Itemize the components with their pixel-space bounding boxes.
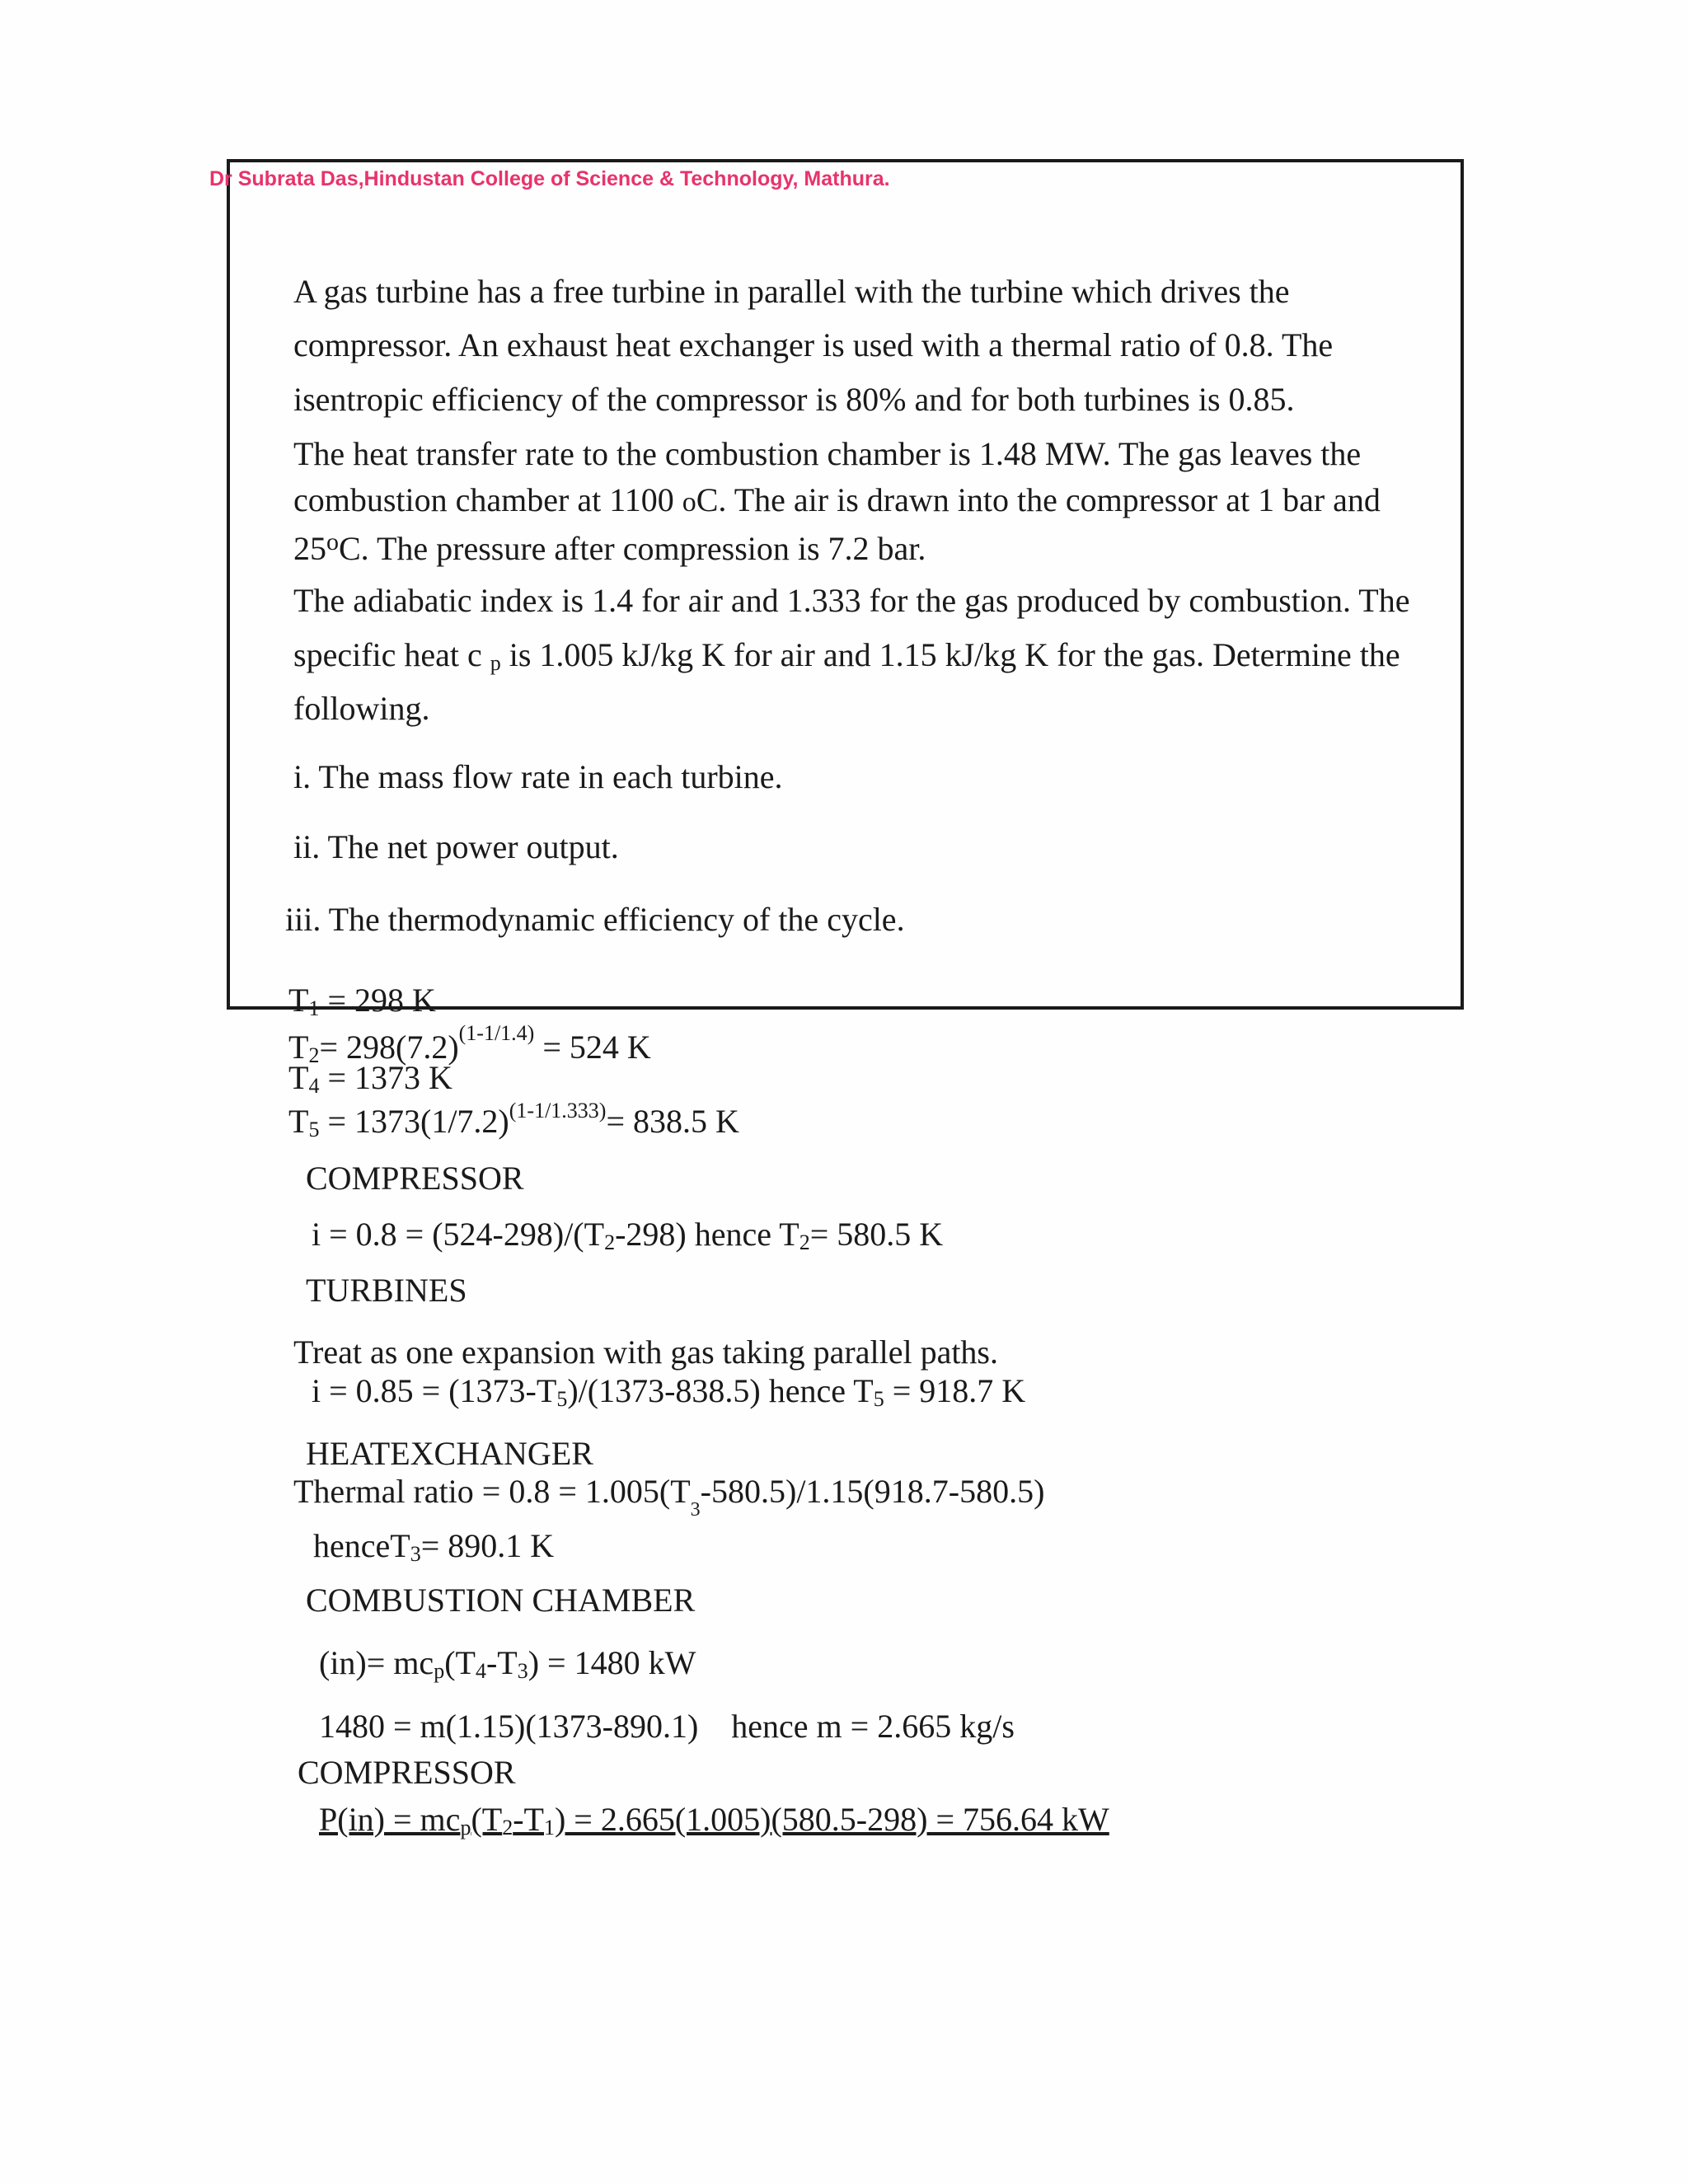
- subscript: 3: [410, 1542, 421, 1566]
- eq-part: = 918.7 K: [884, 1372, 1026, 1409]
- eq-part: (T: [471, 1801, 503, 1838]
- subscript: 2: [799, 1230, 810, 1254]
- eq-part: i = 0.85 = (1373-T: [312, 1372, 557, 1409]
- subscript: 5: [308, 1118, 320, 1141]
- t1-value: = 298 K: [319, 982, 436, 1019]
- t4-equation: [288, 1059, 452, 1098]
- heat-input-equation: [319, 1644, 696, 1683]
- subscript: 2: [502, 1816, 513, 1840]
- t5-exponent: (1-1/1.333): [509, 1099, 607, 1122]
- subscript: 4: [475, 1659, 486, 1683]
- author-header: Dr Subrata Das,Hindustan College of Science & Technology, Mathura.: [209, 167, 890, 190]
- problem-line-7: The adiabatic index is 1.4 for air and 1.333 for the gas produced by combustion. The: [293, 582, 1410, 619]
- eq-part: )/(1373-838.5) hence T: [567, 1372, 874, 1409]
- subscript: 1: [308, 996, 320, 1020]
- eq-part: (in)= mc: [319, 1644, 434, 1681]
- cp-subscript: p: [490, 651, 501, 675]
- compressor-efficiency-equation: [312, 1218, 943, 1254]
- problem-line-1: A gas turbine has a free turbine in parallel with the turbine which drives the: [293, 273, 1290, 310]
- problem-line-6: [293, 530, 926, 565]
- eq-part: henceT: [313, 1527, 410, 1564]
- t2-value: = 524 K: [534, 1029, 651, 1066]
- eq-part: -298) hence T: [615, 1216, 799, 1253]
- turbine-efficiency-equation: [312, 1372, 1026, 1411]
- problem-line-8: [293, 636, 1400, 675]
- eq-part: = 890.1 K: [420, 1527, 555, 1564]
- subscript: 3: [517, 1659, 528, 1683]
- line8-text-a: specific heat c: [293, 636, 490, 673]
- line5-text-a: combustion chamber at 1100: [293, 481, 682, 518]
- t4-value: = 1373 K: [319, 1059, 452, 1096]
- symbol-t: T: [288, 1029, 309, 1066]
- problem-line-2: compressor. An exhaust heat exchanger is used with a thermal ratio of 0.8. The: [293, 326, 1334, 363]
- eq-part: -580.5)/1.15(918.7-580.5): [700, 1473, 1045, 1510]
- eq-part: ) = 1480 kW: [528, 1644, 696, 1681]
- t3-result: [313, 1527, 555, 1566]
- mass-flow-equation: 1480 = m(1.15)(1373-890.1) hence m = 2.665 kg/s: [319, 1708, 1015, 1745]
- symbol-t: T: [288, 1059, 309, 1096]
- subscript: 1: [543, 1816, 555, 1840]
- t2-exponent: (1-1/1.4): [458, 1021, 535, 1045]
- compressor-heading: COMPRESSOR: [306, 1160, 524, 1197]
- thermal-ratio-equation: [293, 1475, 1044, 1520]
- question-3: iii. The thermodynamic efficiency of the cycle.: [285, 901, 905, 938]
- subscript: 2: [604, 1230, 616, 1254]
- turbines-text: Treat as one expansion with gas taking parallel paths.: [293, 1333, 998, 1371]
- problem-line-5: [293, 481, 1381, 518]
- subscript: 4: [308, 1074, 320, 1098]
- eq-part: = 580.5 K: [809, 1216, 944, 1253]
- heat-exchanger-heading: HEATEXCHANGER: [306, 1435, 593, 1472]
- symbol-t: T: [288, 982, 309, 1019]
- eq-part: (T: [444, 1644, 476, 1681]
- subscript: 3: [690, 1499, 701, 1521]
- compressor-power-equation: [319, 1803, 1109, 1839]
- line6-number: 25: [293, 530, 326, 567]
- subscript: 5: [873, 1387, 884, 1411]
- t5-value: = 838.5 K: [606, 1103, 739, 1140]
- eq-part: -T: [485, 1644, 518, 1681]
- subscript: 2: [308, 1043, 320, 1067]
- problem-line-9: following.: [293, 690, 430, 727]
- degree-symbol: o: [682, 487, 696, 518]
- question-1: i. The mass flow rate in each turbine.: [293, 758, 783, 795]
- turbines-heading: TURBINES: [306, 1272, 467, 1309]
- line6-text: C. The pressure after compression is 7.2 bar.: [339, 530, 926, 567]
- compressor-power-heading: COMPRESSOR: [298, 1754, 516, 1791]
- subscript: p: [434, 1659, 445, 1683]
- eq-part: P(in) = mc: [319, 1801, 461, 1838]
- line5-text-b: C. The air is drawn into the compressor at 1 bar and: [696, 481, 1381, 518]
- subscript: 5: [556, 1387, 568, 1411]
- symbol-t: T: [288, 1103, 309, 1140]
- line8-text-b: is 1.005 kJ/kg K for air and 1.15 kJ/kg K for the gas. Determine the: [500, 636, 1400, 673]
- eq-part: ) = 2.665(1.005)(580.5-298) = 756.64 kW: [554, 1801, 1109, 1838]
- eq-part: -T: [513, 1801, 544, 1838]
- combustion-chamber-heading: COMBUSTION CHAMBER: [306, 1582, 696, 1619]
- t2-expression: = 298(7.2): [319, 1029, 459, 1066]
- question-2: ii. The net power output.: [293, 828, 619, 865]
- degree-symbol: o: [326, 528, 339, 555]
- eq-part: Thermal ratio = 0.8 = 1.005(T: [293, 1473, 691, 1510]
- problem-line-3: isentropic efficiency of the compressor is 80% and for both turbines is 0.85.: [293, 381, 1295, 418]
- problem-line-4: The heat transfer rate to the combustion chamber is 1.48 MW. The gas leaves the: [293, 435, 1362, 472]
- eq-part: i = 0.8 = (524-298)/(T: [312, 1216, 605, 1253]
- t5-expression: = 1373(1/7.2): [319, 1103, 509, 1140]
- subscript: p: [460, 1816, 471, 1840]
- t1-equation: [288, 984, 436, 1019]
- t5-equation: [288, 1100, 739, 1141]
